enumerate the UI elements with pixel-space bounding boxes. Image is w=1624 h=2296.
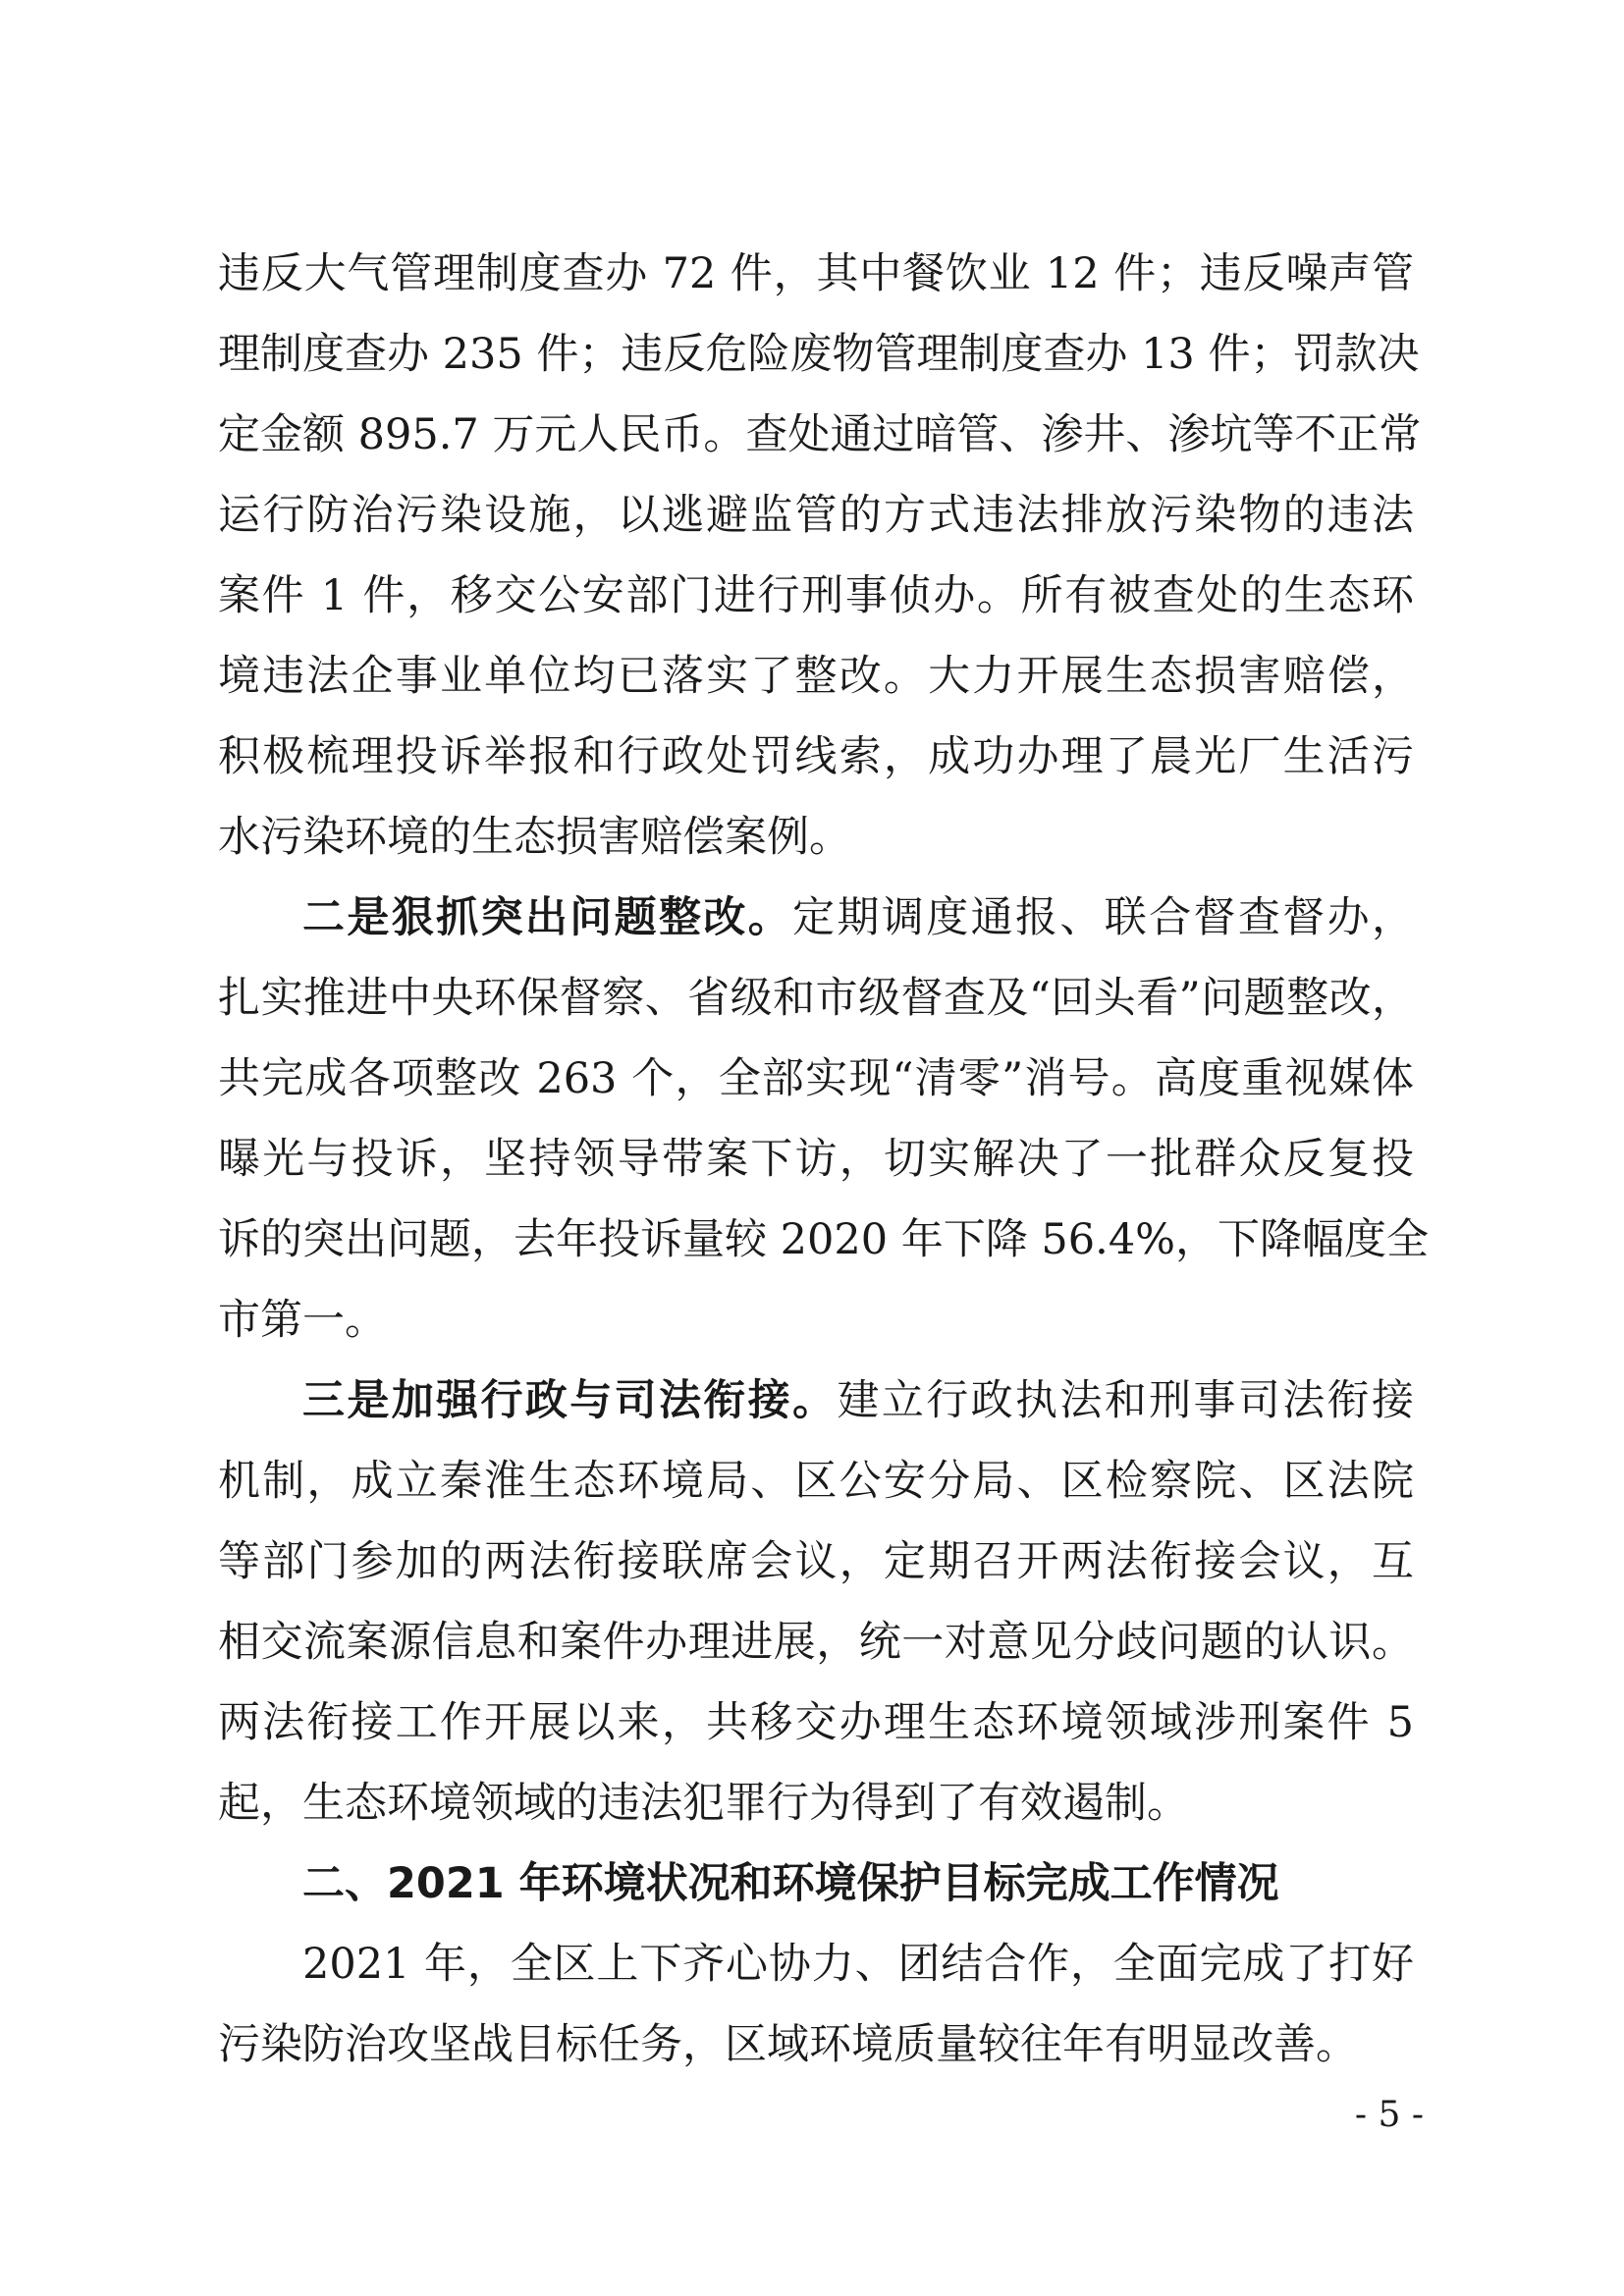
paragraph-1-line-1: 违反大气管理制度查办 72 件，其中餐饮业 12 件；违反噪声管 <box>218 249 1414 298</box>
paragraph-1-line-2: 理制度查办 235 件；违反危险废物管理制度查办 13 件；罚款决 <box>218 330 1420 379</box>
paragraph-2-first-line <box>218 878 1414 958</box>
paragraph-3-line-2: 机制，成立秦淮生态环境局、区公安分局、区检察院、区法院 <box>218 1457 1414 1506</box>
paragraph-2-line-6: 市第一。 <box>218 1296 387 1345</box>
paragraph-3-lead: 三是加强行政与司法衔接。 <box>302 1376 838 1425</box>
paragraph-3-first-line-text: 建立行政执法和刑事司法衔接 <box>837 1376 1414 1425</box>
document-body <box>218 234 1430 2085</box>
paragraph-3-line-6: 起，生态环境领域的违法犯罪行为得到了有效遏制。 <box>218 1779 1189 1828</box>
paragraph-1-line-6: 境违法企事业单位均已落实了整改。大力开展生态损害赔偿， <box>218 652 1414 701</box>
paragraph-3-first-line <box>218 1361 1414 1441</box>
paragraph-3-line-4: 相交流案源信息和案件办理进展，统一对意见分歧问题的认识。 <box>218 1618 1414 1667</box>
paragraph-1-line-8: 水污染环境的生态损害赔偿案例。 <box>218 813 851 862</box>
paragraph-1-line-4: 运行防治污染设施，以逃避监管的方式违法排放污染物的违法 <box>218 491 1414 540</box>
paragraph-3-line-3: 等部门参加的两法衔接联席会议，定期召开两法衔接会议，互 <box>218 1537 1414 1586</box>
paragraph-1-line-3: 定金额 895.7 万元人民币。查处通过暗管、渗井、渗坑等不正常 <box>218 410 1422 459</box>
paragraph-2-lead: 二是狠抓突出问题整改。 <box>302 893 793 942</box>
paragraph-3-line-5: 两法衔接工作开展以来，共移交办理生态环境领域涉刑案件 5 <box>218 1698 1414 1747</box>
section-heading: 二、2021 年环境状况和环境保护目标完成工作情况 <box>302 1859 1279 1908</box>
paragraph-1-line-5: 案件 1 件，移交公安部门进行刑事侦办。所有被查处的生态环 <box>218 571 1414 620</box>
page-number: - 5 - <box>1354 2095 1424 2135</box>
paragraph-2-line-4: 曝光与投诉，坚持领导带案下访，切实解决了一批群众反复投 <box>218 1135 1414 1184</box>
paragraph-2-first-line-text: 定期调度通报、联合督查督办， <box>792 893 1414 942</box>
paragraph-2-line-5: 诉的突出问题，去年投诉量较 2020 年下降 56.4%，下降幅度全 <box>218 1215 1430 1264</box>
paragraph-2-line-2: 扎实推进中央环保督察、省级和市级督查及“回头看”问题整改， <box>218 974 1414 1023</box>
paragraph-4-line-1: 2021 年，全区上下齐心协力、团结合作，全面完成了打好 <box>302 1940 1414 1989</box>
paragraph-4-line-2: 污染防治攻坚战目标任务，区域环境质量较往年有明显改善。 <box>218 2020 1358 2069</box>
paragraph-2-line-3: 共完成各项整改 263 个，全部实现“清零”消号。高度重视媒体 <box>218 1054 1414 1103</box>
paragraph-1-line-7: 积极梳理投诉举报和行政处罚线索，成功办理了晨光厂生活污 <box>218 732 1414 781</box>
